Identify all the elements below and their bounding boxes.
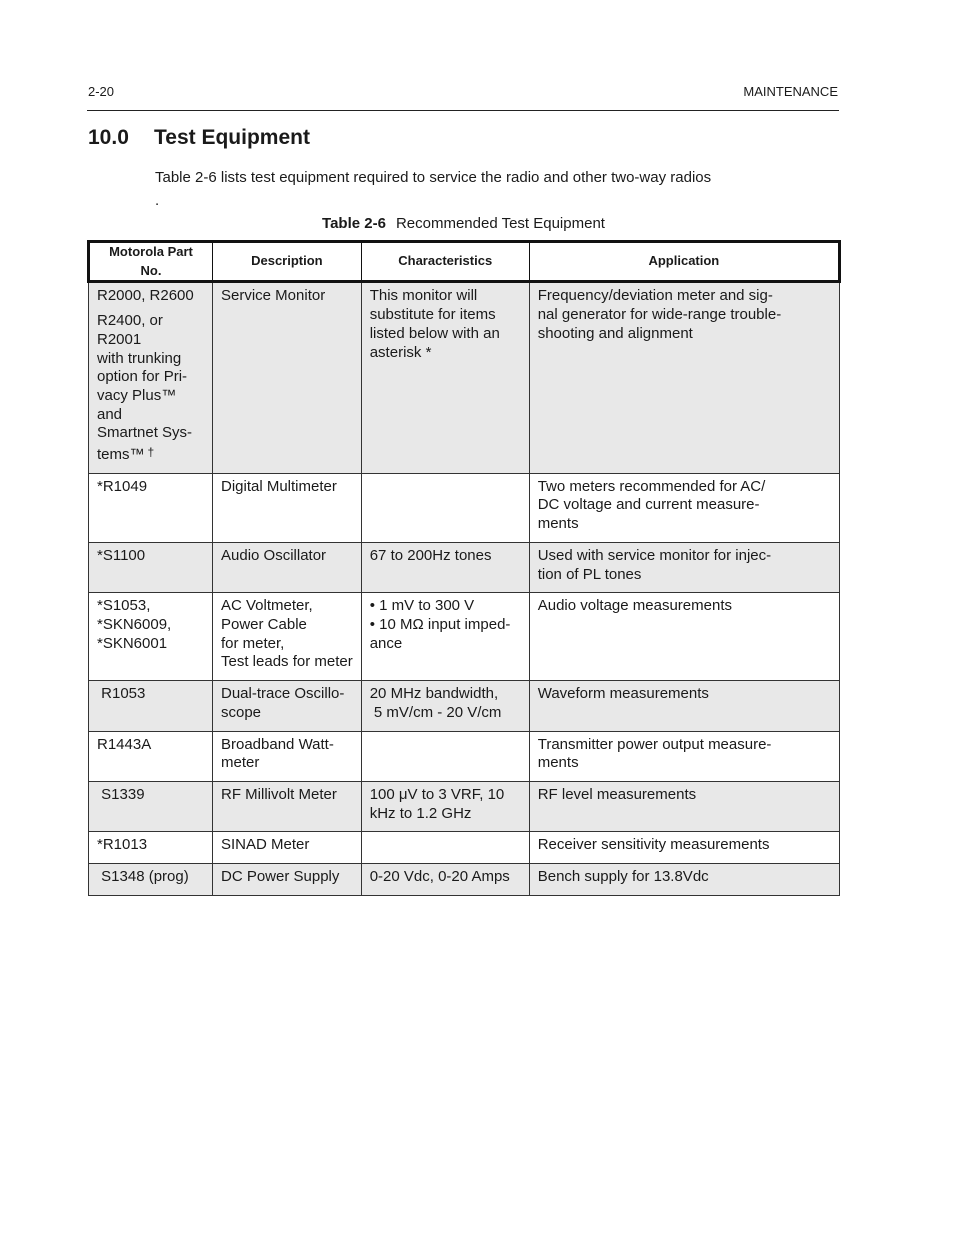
description-cell — [213, 282, 362, 473]
table-row — [89, 681, 840, 731]
application-cell — [529, 832, 839, 864]
part-number-cell — [89, 782, 213, 832]
description-line: Digital Multimeter — [221, 477, 337, 495]
application-line: Waveform measurements — [537, 685, 709, 703]
description-cell — [213, 473, 362, 542]
application-line: Used with service monitor for injec- — [537, 546, 772, 564]
table-row — [89, 864, 840, 896]
application-line: Two meters recommended for AC/ — [537, 477, 766, 495]
part-number: *R1049 — [97, 477, 148, 495]
characteristics-cell — [361, 864, 529, 896]
application-cell — [529, 782, 839, 832]
part-number-note-line: with trunking — [97, 349, 182, 367]
characteristics-cell — [361, 731, 529, 781]
table-row — [89, 731, 840, 781]
table-row — [89, 593, 840, 681]
part-number-cell — [89, 731, 213, 781]
description-cell — [213, 542, 362, 592]
column-header: Application — [529, 242, 839, 282]
page-number: 2-20 — [88, 84, 115, 99]
application-cell — [529, 681, 839, 731]
characteristics-line: 0-20 Vdc, 0-20 Amps — [369, 868, 510, 886]
description-line: Dual-trace Oscillo- — [221, 685, 345, 703]
description-line: DC Power Supply — [221, 868, 340, 886]
part-number: *R1013 — [97, 836, 148, 854]
description-cell — [213, 681, 362, 731]
part-number: S1348 (prog) — [97, 868, 189, 886]
part-number-note-line: Smartnet Sys- — [97, 424, 193, 442]
application-line: Bench supply for 13.8Vdc — [537, 868, 709, 886]
table-row — [89, 832, 840, 864]
description-line: Power Cable — [221, 615, 307, 633]
table-row — [89, 282, 840, 473]
description-cell — [213, 832, 362, 864]
table-body — [89, 282, 840, 895]
part-number: R1053 — [97, 685, 146, 703]
description-line: Service Monitor — [221, 287, 326, 305]
characteristics-line: • 1 mV to 300 V — [369, 597, 475, 615]
characteristics-line: 100 μV to 3 VRF, 10 — [369, 786, 505, 804]
characteristics-cell — [361, 681, 529, 731]
application-line: Transmitter power output measure- — [537, 735, 772, 753]
description-line: meter — [221, 754, 260, 772]
test-equipment-table — [87, 240, 841, 896]
characteristics-line: listed below with an — [369, 324, 500, 342]
dagger-footnote-mark: † — [147, 445, 155, 460]
table-header-row — [89, 242, 840, 282]
table-row — [89, 782, 840, 832]
intro-paragraph: Table 2-6 lists test equipment required to service the radio and other two-way radios — [155, 169, 712, 186]
part-number: R1443A — [97, 735, 152, 753]
application-cell — [529, 593, 839, 681]
description-line: Test leads for meter — [221, 653, 353, 671]
part-number-cell — [89, 473, 213, 542]
description-cell — [213, 593, 362, 681]
description-cell — [213, 782, 362, 832]
description-line: scope — [221, 703, 262, 721]
part-number: R2000, R2600 — [97, 287, 194, 305]
application-line: ments — [537, 515, 579, 533]
characteristics-cell — [361, 473, 529, 542]
header-divider — [87, 110, 839, 111]
section-number: 10.0 — [88, 126, 129, 149]
application-line: Audio voltage measurements — [537, 597, 732, 615]
application-cell — [529, 282, 839, 473]
description-line: AC Voltmeter, — [221, 597, 313, 615]
description-line: RF Millivolt Meter — [221, 786, 337, 804]
part-number: S1339 — [97, 786, 145, 804]
part-number-note-line: option for Pri- — [97, 368, 188, 386]
description-line: SINAD Meter — [221, 836, 310, 854]
table-row — [89, 473, 840, 542]
part-number-cell — [89, 542, 213, 592]
characteristics-cell — [361, 593, 529, 681]
application-cell — [529, 731, 839, 781]
part-number-note-line: vacy Plus™ and — [97, 386, 177, 423]
part-number-note-line: R2400, or R2001 — [97, 312, 163, 348]
application-line: Frequency/deviation meter and sig- — [537, 287, 773, 305]
application-cell — [529, 542, 839, 592]
part-number-note-text: tems™ — [97, 446, 145, 464]
characteristics-line: kHz to 1.2 GHz — [369, 804, 472, 822]
application-line: RF level measurements — [537, 786, 697, 804]
table-caption-label: Table 2-6 — [322, 215, 386, 232]
section-heading — [88, 126, 310, 150]
description-line: Audio Oscillator — [221, 546, 327, 564]
characteristics-line: This monitor will — [369, 287, 478, 305]
section-title: Test Equipment — [154, 126, 310, 149]
description-cell — [213, 864, 362, 896]
application-cell — [529, 864, 839, 896]
characteristics-line: 20 MHz bandwidth, — [369, 685, 499, 703]
application-line: Receiver sensitivity measurements — [537, 836, 770, 854]
column-header: Motorola Part No. — [89, 242, 213, 282]
part-number-cell — [89, 282, 213, 473]
trailing-dot: . — [155, 192, 160, 209]
part-number-cell — [89, 832, 213, 864]
application-line: ments — [537, 754, 579, 772]
column-header: Characteristics — [361, 242, 529, 282]
column-header: Description — [213, 242, 362, 282]
characteristics-line: ance — [369, 634, 403, 652]
part-number-cell — [89, 593, 213, 681]
description-line: for meter, — [221, 634, 285, 652]
characteristics-line: 67 to 200Hz tones — [369, 546, 492, 564]
characteristics-line: substitute for items — [369, 306, 496, 324]
application-cell — [529, 473, 839, 542]
table-caption — [0, 215, 927, 232]
application-line: shooting and alignment — [537, 324, 693, 342]
table-caption-title: Recommended Test Equipment — [395, 215, 605, 232]
characteristics-line: • 10 MΩ input imped- — [369, 615, 511, 633]
part-number-note-line — [97, 443, 204, 465]
characteristics-cell — [361, 832, 529, 864]
part-number: *S1100 — [97, 546, 146, 564]
characteristics-cell — [361, 282, 529, 473]
description-cell — [213, 731, 362, 781]
characteristics-line: 5 mV/cm - 20 V/cm — [369, 703, 502, 721]
description-line: Broadband Watt- — [221, 735, 334, 753]
running-header: MAINTENANCE — [743, 84, 838, 99]
application-line: tion of PL tones — [537, 565, 642, 583]
characteristics-cell — [361, 782, 529, 832]
part-number-note — [97, 312, 204, 465]
part-number-cell — [89, 864, 213, 896]
part-number: *S1053, *SKN6009, *SKN6001 — [97, 597, 172, 652]
application-line: nal generator for wide-range trouble- — [537, 306, 782, 324]
characteristics-line: asterisk * — [369, 343, 432, 361]
application-line: DC voltage and current measure- — [537, 496, 760, 514]
characteristics-cell — [361, 542, 529, 592]
part-number-cell — [89, 681, 213, 731]
table-row — [89, 542, 840, 592]
